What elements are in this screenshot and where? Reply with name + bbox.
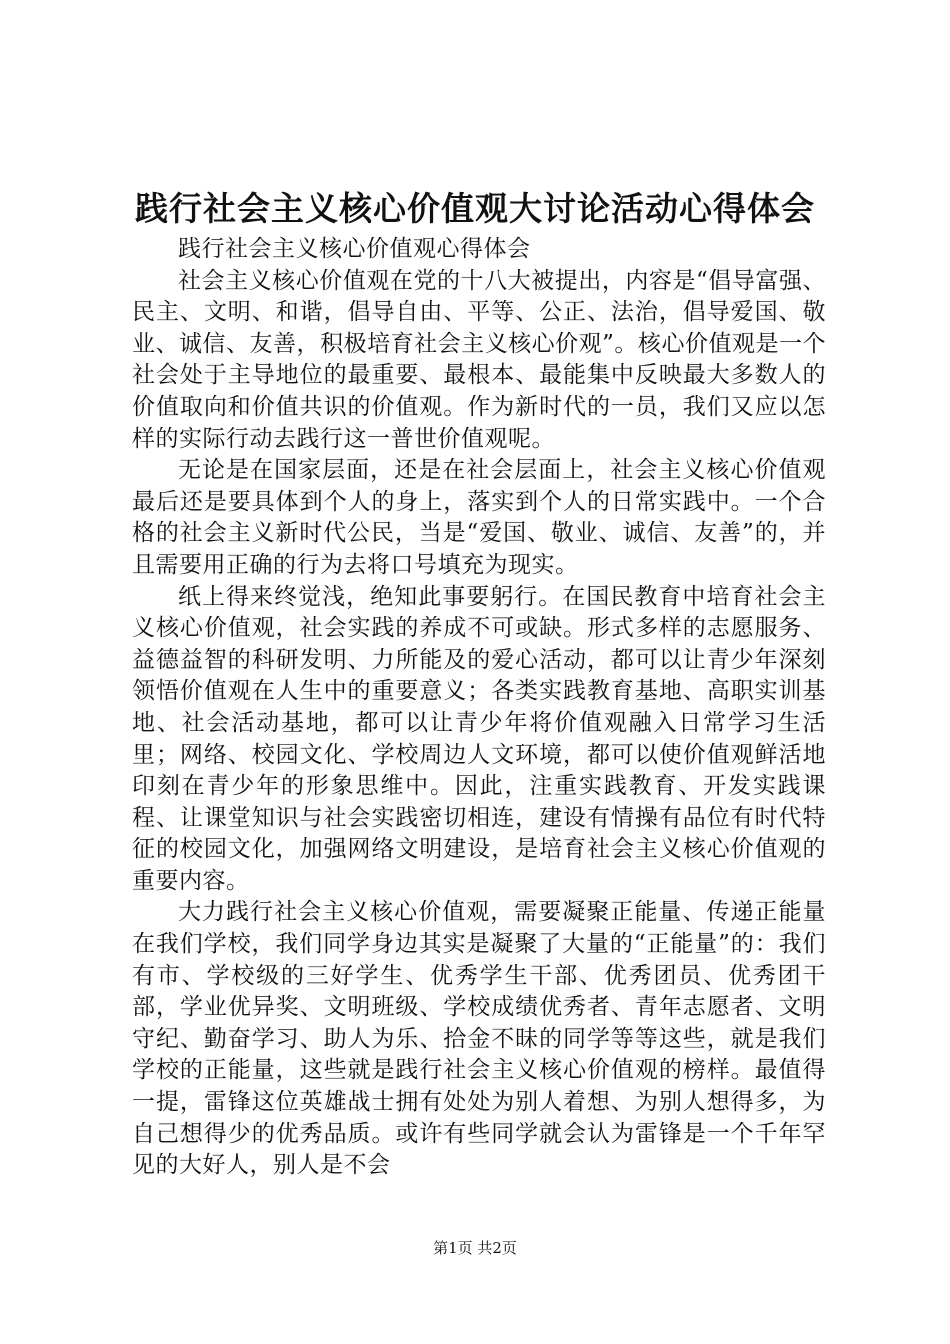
body-paragraph: 纸上得来终觉浅，绝知此事要躬行。在国民教育中培育社会主义核心价值观，社会实践的养成不可或缺。形式多样的志愿服务、益德益智的科研发明、力所能及的爱心活动，都可以让青少年深刻领悟价值观在人生中的重要意义；各类实践教育基地、高职实训基地、社会活动基地，都可以让青少年将价值观融入日常学习生活里；网络、校园文化、学校周边人文环境，都可以使价值观鲜活地印刻在青少年的形象思维中。因此，注重实践教育、开发实践课程、让课堂知识与社会实践密切相连，建设有情操有品位有时代特征的校园文化，加强网络文明建设，是培育社会主义核心价值观的重要内容。	[132, 583, 826, 894]
body-paragraph: 社会主义核心价值观在党的十八大被提出，内容是“倡导富强、民主、文明、和谐，倡导自由、平等、公正、法治，倡导爱国、敬业、诚信、友善，积极培育社会主义核心价观”。核心价值观是一个社会处于主导地位的最重要、最根本、最能集中反映最大多数人的价值取向和价值共识的价值观。作为新时代的一员，我们又应以怎样的实际行动去践行这一普世价值观呢。	[132, 267, 826, 452]
page-number-footer: 第1页 共2页	[433, 1239, 517, 1257]
document-title: 践行社会主义核心价值观大讨论活动心得体会	[135, 189, 815, 228]
body-paragraph: 无论是在国家层面，还是在社会层面上，社会主义核心价值观最后还是要具体到个人的身上，落实到个人的日常实践中。一个合格的社会主义新时代公民，当是“爱国、敬业、诚信、友善”的，并且需要用正确的行为去将口号填充为现实。	[132, 457, 826, 578]
document-body	[132, 234, 826, 1182]
body-paragraph: 大力践行社会主义核心价值观，需要凝聚正能量、传递正能量在我们学校，我们同学身边其实是凝聚了大量的“正能量”的：我们有市、学校级的三好学生、优秀学生干部、优秀团员、优秀团干部，学业优异奖、文明班级、学校成绩优秀者、青年志愿者、文明守纪、勤奋学习、助人为乐、拾金不昧的同学等等这些，就是我们学校的正能量，这些就是践行社会主义核心价值观的榜样。最值得一提，雷锋这位英雄战士拥有处处为别人着想、为别人想得多，为自己想得少的优秀品质。或许有些同学就会认为雷锋是一个千年罕见的大好人，别人是不会	[132, 899, 826, 1179]
subtitle-paragraph: 践行社会主义核心价值观心得体会	[178, 236, 531, 262]
